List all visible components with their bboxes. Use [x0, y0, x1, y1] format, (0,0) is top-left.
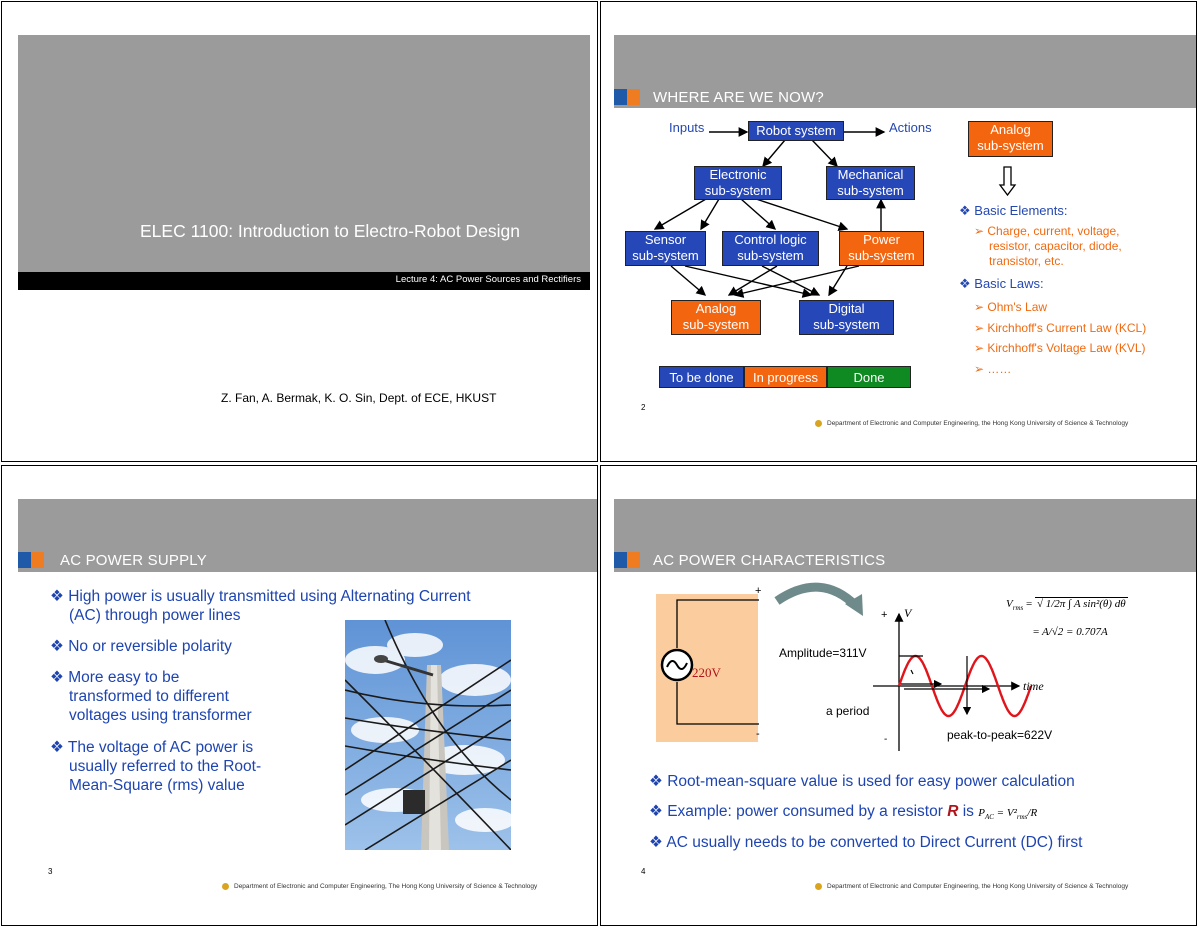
hkust-logo-icon — [222, 883, 229, 890]
plus-axis-label: + — [881, 609, 888, 621]
mechanical-box — [826, 166, 915, 200]
plus-label: + — [755, 585, 762, 597]
page-number: 2 — [641, 403, 646, 412]
power-label-2: sub-system — [848, 248, 915, 263]
rms-equation-line-2: = A/√2 = 0.707A — [1033, 626, 1108, 638]
bullet-text: High power is usually transmitted using Alternating Current — [68, 588, 471, 605]
bullet-1-line-2: (AC) through power lines — [69, 607, 241, 624]
elements-line-3: transistor, etc. — [989, 254, 1064, 268]
legend-to-be-done — [659, 366, 744, 388]
elements-line-1 — [974, 224, 1122, 239]
rms-result: = 0.707A — [1066, 626, 1108, 638]
elements-line-2: resistor, capacitor, diode, — [989, 239, 1122, 253]
bullet-text: is — [962, 803, 974, 820]
basic-elements-label: Basic Elements: — [974, 203, 1068, 218]
bullet-3-line-1 — [50, 668, 252, 687]
control-logic-box — [722, 231, 819, 266]
rms-equation-line-1: $V_{rms}$ = √ 1/2π ∫ A sin²(θ) dθ — [1006, 598, 1126, 613]
bullet-text: More easy to be — [68, 669, 180, 686]
power-lines-photo — [345, 620, 511, 850]
analog-right-label-1: Analog — [990, 122, 1031, 137]
accent-square-blue — [18, 552, 31, 568]
bullet-1 — [649, 772, 1075, 791]
bullet-4 — [50, 738, 261, 795]
legend-done — [827, 366, 911, 388]
digital-label-2: sub-system — [813, 317, 880, 332]
bullet-1-line-1 — [50, 587, 471, 606]
analog-label-2: sub-system — [682, 317, 750, 332]
legend-in-progress — [744, 366, 827, 388]
resistor-symbol: R — [947, 803, 959, 820]
diamond-bullet-icon: ❖ — [50, 669, 69, 686]
power-formula: $P_{AC} = V^2_{rms}/R$ — [978, 807, 1038, 822]
diamond-bullet-icon: ❖ — [50, 638, 69, 655]
period-label: a period — [826, 704, 870, 718]
arrow-bullet-icon: ➢ — [974, 341, 988, 355]
down-arrow-icon — [1000, 167, 1015, 195]
law-item — [974, 338, 1146, 359]
inputs-label: Inputs — [669, 120, 705, 135]
law-item — [974, 359, 1146, 380]
actions-label: Actions — [889, 120, 932, 135]
arrow-bullet-icon: ➢ — [974, 224, 988, 238]
bullet-text: Root-mean-square value is used for easy power calculation — [667, 773, 1075, 790]
footer-text: Department of Electronic and Computer Engineering, the Hong Kong University of Science & Technology — [827, 883, 1129, 891]
basic-laws — [959, 276, 1044, 292]
robot-system-label: Robot system — [756, 123, 836, 138]
ac-circuit-diagram — [601, 466, 1197, 926]
robot-system-box — [748, 121, 844, 141]
mechanical-label-2: sub-system — [837, 183, 904, 198]
peak-to-peak-label: peak-to-peak=622V — [947, 728, 1053, 742]
authors: Z. Fan, A. Bermak, K. O. Sin, Dept. of ECE, HKUST — [221, 391, 497, 405]
law-text: Kirchhoff's Voltage Law (KVL) — [987, 341, 1146, 355]
power-box — [839, 231, 924, 266]
bullet-3-line-2: transformed to different — [69, 688, 229, 705]
hkust-logo-icon — [815, 420, 822, 427]
legend-to-be-done-label: To be done — [669, 370, 734, 385]
law-text: …… — [987, 361, 1012, 376]
elements-text-1: Charge, current, voltage, — [987, 224, 1120, 238]
rms-equation — [1006, 590, 1166, 660]
slide-3[interactable] — [1, 465, 598, 926]
basic-laws-label: Basic Laws: — [974, 276, 1044, 291]
page-number: 4 — [641, 867, 646, 876]
slide-title: WHERE ARE WE NOW? — [653, 89, 824, 106]
arrow-bullet-icon: ➢ — [974, 361, 988, 376]
bullet-text: No or reversible polarity — [68, 638, 232, 655]
minus-axis-label: - — [884, 734, 888, 745]
bullet-text: The voltage of AC power is — [67, 739, 254, 756]
analog-label-1: Analog — [695, 301, 737, 316]
slide-2[interactable] — [600, 1, 1197, 462]
power-label-1: Power — [863, 232, 900, 247]
bullet-text: AC usually needs to be converted to Direct Current (DC) first — [666, 834, 1083, 851]
bullet-2 — [649, 802, 1037, 827]
diamond-bullet-icon: ❖ — [959, 276, 971, 291]
analog-right-label-2: sub-system — [977, 138, 1044, 153]
analog-right-box — [968, 121, 1053, 157]
mechanical-label-1: Mechanical — [837, 167, 904, 182]
diamond-bullet-icon: ❖ — [649, 773, 668, 790]
diamond-bullet-icon: ❖ — [649, 803, 668, 820]
law-item — [974, 318, 1146, 339]
control-label-2: sub-system — [737, 248, 804, 263]
arrow-bullet-icon: ➢ — [974, 300, 988, 314]
footer — [222, 883, 537, 890]
footer-text: Department of Electronic and Computer Engineering, the Hong Kong University of Science & Technology — [827, 420, 1129, 428]
electronic-label-2: sub-system — [704, 183, 772, 198]
accent-square-orange — [31, 552, 44, 568]
diamond-bullet-icon: ❖ — [50, 739, 68, 756]
laws-list — [974, 297, 1146, 379]
slide-title: AC POWER SUPPLY — [60, 552, 207, 569]
sensor-label-2: sub-system — [632, 248, 699, 263]
v-axis-label: V — [904, 606, 912, 620]
minus-label: - — [756, 728, 760, 740]
rms-symbol: V — [1006, 598, 1013, 610]
bullet-2 — [50, 637, 232, 656]
slide-subtitle: Lecture 4: AC Power Sources and Rectifiers — [395, 274, 581, 285]
time-axis-label: time — [1023, 679, 1044, 693]
arrow-bullet-icon: ➢ — [974, 320, 988, 335]
slide-title: AC POWER CHARACTERISTICS — [653, 552, 886, 569]
analog-box — [671, 300, 761, 335]
amplitude-label: Amplitude=311V — [779, 646, 867, 660]
footer — [815, 883, 1128, 890]
legend-done-label: Done — [853, 370, 885, 385]
slide-title: ELEC 1100: Introduction to Electro-Robot Design — [140, 221, 521, 241]
basic-elements — [959, 203, 1067, 219]
electronic-box — [694, 166, 782, 200]
footer — [815, 420, 1128, 427]
electronic-label-1: Electronic — [709, 167, 767, 182]
bullet-3 — [50, 668, 252, 725]
digital-label-1: Digital — [828, 301, 865, 316]
law-item — [974, 297, 1146, 318]
source-voltage-label: 220V — [692, 665, 721, 680]
diamond-bullet-icon: ❖ — [959, 203, 971, 218]
bullet-4-line-1 — [50, 738, 261, 757]
elements-detail — [974, 224, 1122, 269]
hkust-logo-icon — [815, 883, 822, 890]
digital-box — [799, 300, 894, 335]
bullet-text: Example: power consumed by a resistor — [667, 803, 943, 820]
bullet-3-line-3: voltages using transformer — [69, 707, 252, 724]
law-text: Kirchhoff's Current Law (KCL) — [987, 320, 1147, 335]
bullet-3 — [649, 833, 1082, 852]
slide-4[interactable] — [600, 465, 1197, 926]
law-text: Ohm's Law — [987, 300, 1048, 314]
legend-in-progress-label: In progress — [752, 370, 819, 385]
footer-text: Department of Electronic and Computer Engineering, The Hong Kong University of Science & Technology — [234, 883, 538, 891]
control-label-1: Control logic — [734, 232, 807, 247]
bullet-4-line-2: usually referred to the Root- — [69, 758, 262, 775]
sensor-label-1: Sensor — [644, 232, 687, 247]
bullet-4-line-3: Mean-Square (rms) value — [69, 777, 245, 794]
diamond-bullet-icon: ❖ — [649, 834, 667, 851]
page-number: 3 — [48, 867, 53, 876]
sensor-box — [625, 231, 706, 266]
slide-1[interactable] — [1, 1, 598, 462]
diamond-bullet-icon: ❖ — [50, 588, 69, 605]
